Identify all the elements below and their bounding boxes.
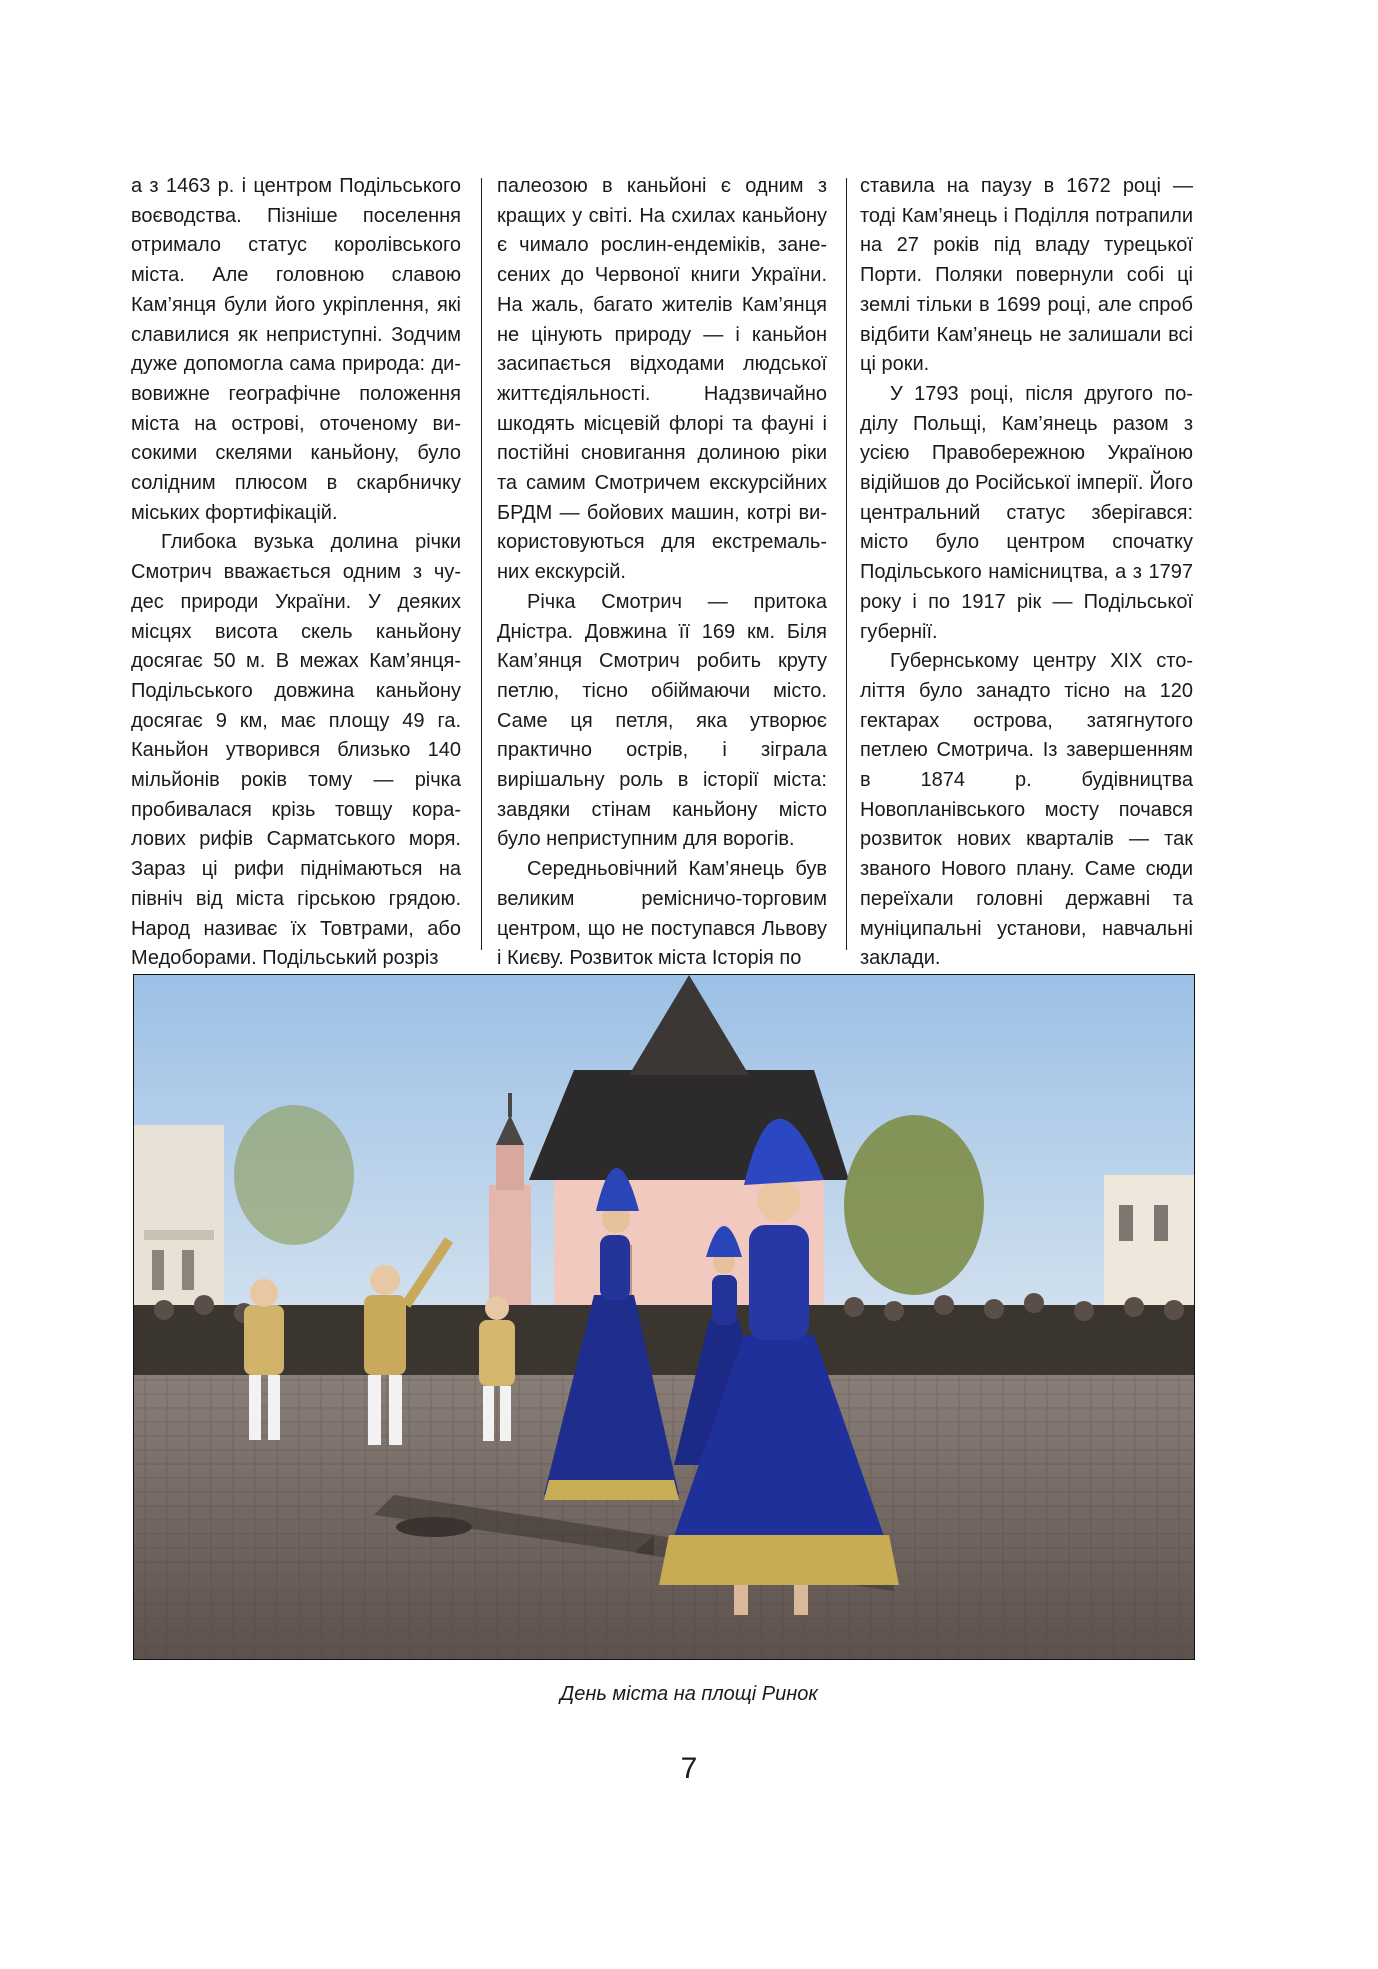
tree <box>844 1115 984 1295</box>
paragraph: Річка Смотрич — притока Дністра. Довжина її 169 км. Біля Кам’янця Смотрич робить круту петлю, тісно обіймаючи місто. Саме ця петля, яка утворює практично острів, і зіграла вирішальну роль в історії міста: завдяки стінам каньйону місто було неприступним для ворогів. <box>497 590 827 851</box>
paragraph: У 1793 році, після другого поділу Польщі, Кам’янець разом з усією Правобережною Україною відійшов до Російської імперії. Його центральний статус зберігався: місто було центром спочатку Подільського намісництва, а з 1797 року і по 1917 рік — Подільської губернії. <box>860 382 1193 643</box>
text-column-1 <box>131 172 461 974</box>
paragraph: Губернському центру XIX століття було занадто тісно на 120 гектарах острова, затягнутого петлею Смотрича. Із завершенням в 1874 р. будівництва Новопланівського мосту почався розвиток нових кварталів — так званого Нового плану. Саме сюди переїхали головні державні та муніципальні установи, навчальні заклади. <box>860 650 1193 970</box>
paragraph: Середньовічний Кам’янець був великим ремісничо-торговим центром, що не поступався Львову і Києву. Розвиток міста Історія по <box>497 858 827 970</box>
crowd <box>134 1305 1194 1385</box>
paragraph: а з 1463 р. і центром Подільського воєводства. Пізніше поселення отримало статус королівського міста. Але головною славою Кам’янця були його укріплення, які славилися як неприступні. Зодчим дуже допомогла сама природа: дивовижне географічне положення міста на острові, оточеному високими скелями каньйону, було солідним плюсом в скарбничку міських фортифікацій. <box>131 175 461 524</box>
column-divider <box>481 178 482 950</box>
text-column-2 <box>497 172 827 974</box>
paragraph: ставила на паузу в 1672 році — тоді Кам’янець і Поділля потрапили на 27 років під владу турецької Порти. Поляки повернули собі ці землі тільки в 1699 році, але спроб відбити Кам’янець не залишали всі ці роки. <box>860 175 1193 376</box>
photo-caption: День міста на площі Ринок <box>560 1683 818 1705</box>
manhole <box>396 1517 472 1537</box>
column-divider <box>846 178 847 950</box>
text-column-3 <box>860 172 1193 974</box>
paragraph: Глибока вузька долина річки Смотрич вважається одним з чудес природи України. У деяких місцях висота скель каньйону досягає 50 м. В межах Кам’янця-Подільського довжина каньйону досягає 9 км, має площу 49 га. Каньйон утворився близько 140 мільйонів років тому — річка пробивалася крізь товщу коралових рифів Сарматського моря. Зараз ці рифи піднімаються на північ від міста гірською грядою. Народ називає їх Товтрами, або Медоборами. Подільський розріз <box>131 531 461 970</box>
festival-photo <box>133 974 1195 1660</box>
paragraph: палеозою в каньйоні є одним з кращих у світі. На схилах каньйону є чимало рослин-ендеміків, занесених до Червоної книги України. На жаль, багато жителів Кам’янця не цінують природу — і каньйон засипається відходами людської життєдіяльності. Надзвичайно шкодять місцевій флорі та фауні і постійні сновигання долиною ріки та самим Смотричем екскурсійних БРДМ — бойових машин, котрі використовуються для екстремальних екскурсій. <box>497 175 827 584</box>
page-number: 7 <box>680 1752 698 1785</box>
